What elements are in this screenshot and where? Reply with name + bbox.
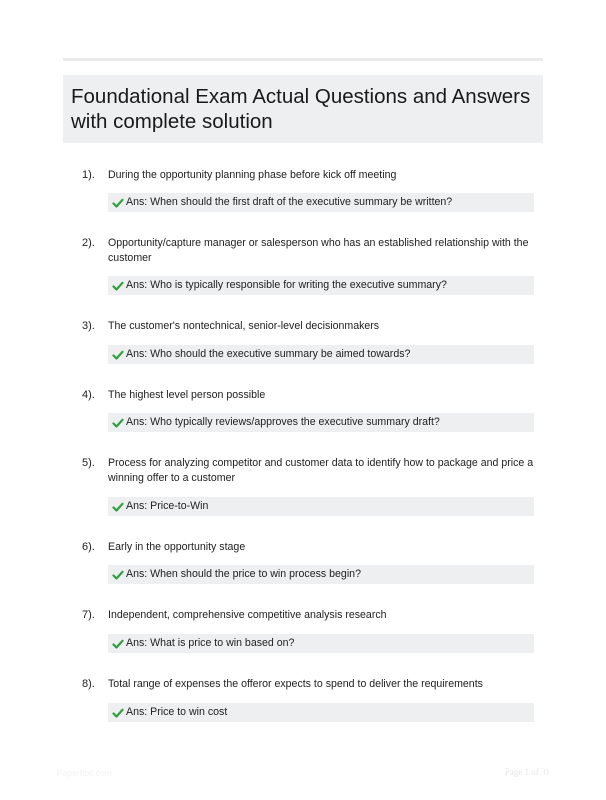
answer-text: Ans: Who typically reviews/approves the executive summary draft? [126,416,440,428]
question-number: 3). [82,320,95,332]
question-number: 7). [82,609,95,621]
answer-text: Ans: Price-to-Win [126,500,209,512]
check-icon [112,197,124,209]
question-number: 4). [82,389,95,401]
question-number: 6). [82,541,95,553]
question-text: Opportunity/capture manager or salesperson who has an established relationship with the customer [108,237,529,264]
footer-watermark: Paper8bit.com [57,768,112,778]
question-text: The customer's nontechnical, senior-level decisionmakers [108,320,380,332]
top-divider [63,58,543,61]
answer-text: Ans: Who is typically responsible for writing the executive summary? [126,279,447,291]
check-icon [112,707,124,719]
question-text: Process for analyzing competitor and customer data to identify how to package and price a winning offer to a customer [108,457,534,484]
answer-text: Ans: Who should the executive summary be aimed towards? [126,348,411,360]
answer-box [108,634,534,653]
question-number: 2). [82,237,95,249]
check-icon [112,417,124,429]
answer-text: Ans: Price to win cost [126,706,228,718]
question-text: The highest level person possible [108,389,266,401]
answer-text: Ans: When should the price to win process begin? [126,568,361,580]
title-box [63,75,543,143]
answer-box [108,193,534,212]
answer-box [108,497,534,516]
question-number: 8). [82,678,95,690]
question-number: 5). [82,457,95,469]
check-icon [112,569,124,581]
document-title: Foundational Exam Actual Questions and Answers with complete solution [71,85,531,133]
answer-text: Ans: When should the first draft of the executive summary be written? [126,196,453,208]
check-icon [112,501,124,513]
check-icon [112,638,124,650]
question-text: Total range of expenses the offeror expects to spend to deliver the requirements [108,678,483,690]
question-number: 1). [82,169,95,181]
answer-box [108,565,534,584]
check-icon [112,280,124,292]
question-text: Independent, comprehensive competitive analysis research [108,609,387,621]
answer-box [108,413,534,432]
question-text: Early in the opportunity stage [108,541,246,553]
check-icon [112,349,124,361]
answer-box [108,276,534,295]
answer-box [108,345,534,364]
question-text: During the opportunity planning phase before kick off meeting [108,169,397,181]
page-number: Page 1 of 31 [504,767,550,777]
answer-box [108,703,534,722]
answer-text: Ans: What is price to win based on? [126,637,295,649]
